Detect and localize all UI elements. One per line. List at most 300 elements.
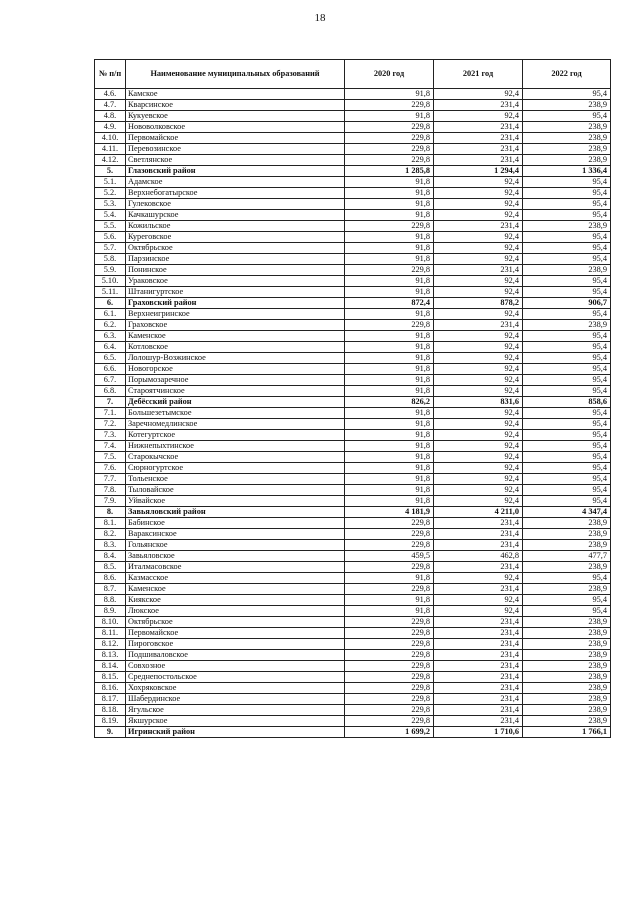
header-num: № п/п <box>95 60 126 89</box>
table-row <box>95 452 611 463</box>
row-number: 8.3. <box>95 540 126 551</box>
table-row <box>95 243 611 254</box>
row-name: Качкашурское <box>126 210 345 221</box>
value-2020: 91,8 <box>345 441 434 452</box>
row-number: 4.11. <box>95 144 126 155</box>
value-2021: 92,4 <box>434 232 523 243</box>
value-2022: 95,4 <box>523 276 611 287</box>
row-name: Глазовский район <box>126 166 345 177</box>
value-2022: 95,4 <box>523 375 611 386</box>
value-2021: 231,4 <box>434 518 523 529</box>
row-name: Новогорское <box>126 364 345 375</box>
row-number: 6.1. <box>95 309 126 320</box>
value-2021: 231,4 <box>434 694 523 705</box>
table-row <box>95 221 611 232</box>
table-row <box>95 133 611 144</box>
table-row <box>95 496 611 507</box>
value-2022: 238,9 <box>523 694 611 705</box>
value-2020: 91,8 <box>345 342 434 353</box>
row-name: Каменское <box>126 331 345 342</box>
value-2021: 92,4 <box>434 364 523 375</box>
value-2020: 91,8 <box>345 177 434 188</box>
value-2021: 92,4 <box>434 474 523 485</box>
table-row <box>95 199 611 210</box>
table-row <box>95 375 611 386</box>
value-2022: 95,4 <box>523 111 611 122</box>
value-2022: 95,4 <box>523 485 611 496</box>
value-2020: 229,8 <box>345 683 434 694</box>
row-number: 8.6. <box>95 573 126 584</box>
value-2020: 91,8 <box>345 408 434 419</box>
row-name: Заречномедлинское <box>126 419 345 430</box>
row-name: Кожильское <box>126 221 345 232</box>
row-number: 5.9. <box>95 265 126 276</box>
row-name: Котловское <box>126 342 345 353</box>
row-name: Завьяловское <box>126 551 345 562</box>
value-2020: 459,5 <box>345 551 434 562</box>
value-2022: 95,4 <box>523 342 611 353</box>
value-2020: 91,8 <box>345 463 434 474</box>
row-name: Лолошур-Возжинское <box>126 353 345 364</box>
value-2022: 95,4 <box>523 210 611 221</box>
row-number: 5.5. <box>95 221 126 232</box>
value-2020: 229,8 <box>345 705 434 716</box>
value-2020: 91,8 <box>345 243 434 254</box>
value-2020: 91,8 <box>345 276 434 287</box>
row-name: Вараксинское <box>126 529 345 540</box>
table-row <box>95 474 611 485</box>
value-2022: 95,4 <box>523 474 611 485</box>
table-body <box>95 89 611 738</box>
value-2021: 878,2 <box>434 298 523 309</box>
row-number: 8.9. <box>95 606 126 617</box>
row-name: Совхозное <box>126 661 345 672</box>
table-row <box>95 320 611 331</box>
table-row <box>95 584 611 595</box>
row-number: 6. <box>95 298 126 309</box>
row-number: 5.4. <box>95 210 126 221</box>
table-row <box>95 364 611 375</box>
row-number: 5.3. <box>95 199 126 210</box>
table-row <box>95 562 611 573</box>
row-number: 6.7. <box>95 375 126 386</box>
value-2020: 1 699,2 <box>345 727 434 738</box>
value-2021: 92,4 <box>434 441 523 452</box>
value-2020: 4 181,9 <box>345 507 434 518</box>
value-2020: 229,8 <box>345 122 434 133</box>
value-2021: 92,4 <box>434 496 523 507</box>
row-number: 4.8. <box>95 111 126 122</box>
value-2022: 95,4 <box>523 232 611 243</box>
row-name: Бабинское <box>126 518 345 529</box>
table-row <box>95 540 611 551</box>
value-2020: 229,8 <box>345 716 434 727</box>
row-number: 5.6. <box>95 232 126 243</box>
table-header-row <box>95 60 611 89</box>
value-2021: 92,4 <box>434 254 523 265</box>
value-2021: 231,4 <box>434 265 523 276</box>
value-2020: 91,8 <box>345 309 434 320</box>
row-name: Гольянское <box>126 540 345 551</box>
table-row <box>95 177 611 188</box>
value-2022: 95,4 <box>523 243 611 254</box>
value-2020: 91,8 <box>345 331 434 342</box>
row-name: Староятчинское <box>126 386 345 397</box>
value-2022: 238,9 <box>523 628 611 639</box>
row-name: Среднепостольское <box>126 672 345 683</box>
table-row <box>95 298 611 309</box>
value-2021: 92,4 <box>434 243 523 254</box>
row-name: Сюрногуртское <box>126 463 345 474</box>
row-name: Первомайское <box>126 628 345 639</box>
value-2021: 462,8 <box>434 551 523 562</box>
row-name: Нижнепыхтинское <box>126 441 345 452</box>
value-2022: 95,4 <box>523 309 611 320</box>
row-name: Парзинское <box>126 254 345 265</box>
value-2022: 238,9 <box>523 716 611 727</box>
row-name: Якшурское <box>126 716 345 727</box>
value-2022: 1 766,1 <box>523 727 611 738</box>
value-2020: 229,8 <box>345 155 434 166</box>
row-number: 8.10. <box>95 617 126 628</box>
value-2021: 4 211,0 <box>434 507 523 518</box>
value-2020: 229,8 <box>345 617 434 628</box>
row-number: 7.7. <box>95 474 126 485</box>
table-row <box>95 716 611 727</box>
row-number: 8. <box>95 507 126 518</box>
row-name: Куреговское <box>126 232 345 243</box>
value-2020: 229,8 <box>345 265 434 276</box>
row-number: 8.2. <box>95 529 126 540</box>
row-number: 8.8. <box>95 595 126 606</box>
row-name: Котегуртское <box>126 430 345 441</box>
row-number: 7. <box>95 397 126 408</box>
value-2022: 95,4 <box>523 254 611 265</box>
row-name: Завьяловский район <box>126 507 345 518</box>
table-row <box>95 595 611 606</box>
row-name: Старокычское <box>126 452 345 463</box>
value-2020: 229,8 <box>345 650 434 661</box>
value-2021: 231,4 <box>434 584 523 595</box>
row-name: Каменское <box>126 584 345 595</box>
row-name: Первомайское <box>126 133 345 144</box>
table-row <box>95 694 611 705</box>
value-2020: 229,8 <box>345 672 434 683</box>
value-2022: 238,9 <box>523 320 611 331</box>
value-2021: 231,4 <box>434 639 523 650</box>
table-row <box>95 529 611 540</box>
value-2022: 238,9 <box>523 133 611 144</box>
value-2020: 91,8 <box>345 474 434 485</box>
value-2021: 231,4 <box>434 661 523 672</box>
row-name: Адамское <box>126 177 345 188</box>
table-row <box>95 309 611 320</box>
value-2021: 231,4 <box>434 133 523 144</box>
value-2022: 238,9 <box>523 265 611 276</box>
row-number: 4.10. <box>95 133 126 144</box>
table-row <box>95 155 611 166</box>
value-2021: 231,4 <box>434 716 523 727</box>
table-row <box>95 122 611 133</box>
row-name: Тольенское <box>126 474 345 485</box>
row-number: 5. <box>95 166 126 177</box>
value-2022: 95,4 <box>523 463 611 474</box>
value-2020: 229,8 <box>345 144 434 155</box>
value-2020: 229,8 <box>345 628 434 639</box>
value-2022: 95,4 <box>523 408 611 419</box>
value-2020: 91,8 <box>345 595 434 606</box>
value-2021: 92,4 <box>434 408 523 419</box>
row-name: Перевозинское <box>126 144 345 155</box>
row-number: 8.1. <box>95 518 126 529</box>
value-2020: 229,8 <box>345 562 434 573</box>
row-number: 4.7. <box>95 100 126 111</box>
value-2021: 231,4 <box>434 221 523 232</box>
row-number: 7.9. <box>95 496 126 507</box>
value-2021: 231,4 <box>434 320 523 331</box>
table-row <box>95 353 611 364</box>
value-2022: 238,9 <box>523 529 611 540</box>
table-row <box>95 397 611 408</box>
row-number: 8.15. <box>95 672 126 683</box>
value-2020: 229,8 <box>345 584 434 595</box>
row-name: Киякское <box>126 595 345 606</box>
row-number: 4.12. <box>95 155 126 166</box>
row-name: Верхнебогатырское <box>126 188 345 199</box>
table-row <box>95 331 611 342</box>
table-row <box>95 111 611 122</box>
row-number: 8.5. <box>95 562 126 573</box>
value-2021: 231,4 <box>434 650 523 661</box>
value-2020: 229,8 <box>345 694 434 705</box>
value-2021: 92,4 <box>434 331 523 342</box>
value-2021: 92,4 <box>434 287 523 298</box>
row-name: Верхнеигринское <box>126 309 345 320</box>
value-2022: 238,9 <box>523 155 611 166</box>
row-name: Светлянское <box>126 155 345 166</box>
value-2020: 91,8 <box>345 210 434 221</box>
value-2020: 229,8 <box>345 529 434 540</box>
value-2021: 92,4 <box>434 89 523 100</box>
table-row <box>95 276 611 287</box>
value-2021: 231,4 <box>434 144 523 155</box>
allocation-table <box>94 59 611 738</box>
value-2021: 231,4 <box>434 155 523 166</box>
table-row <box>95 705 611 716</box>
row-number: 8.13. <box>95 650 126 661</box>
table-row <box>95 573 611 584</box>
row-name: Камское <box>126 89 345 100</box>
value-2022: 238,9 <box>523 100 611 111</box>
value-2020: 91,8 <box>345 573 434 584</box>
row-number: 7.4. <box>95 441 126 452</box>
row-number: 8.11. <box>95 628 126 639</box>
row-name: Ураковское <box>126 276 345 287</box>
value-2020: 229,8 <box>345 518 434 529</box>
value-2021: 92,4 <box>434 276 523 287</box>
value-2022: 95,4 <box>523 386 611 397</box>
value-2022: 238,9 <box>523 617 611 628</box>
value-2020: 229,8 <box>345 639 434 650</box>
row-number: 7.2. <box>95 419 126 430</box>
value-2021: 92,4 <box>434 353 523 364</box>
table-row <box>95 386 611 397</box>
row-number: 7.6. <box>95 463 126 474</box>
value-2020: 91,8 <box>345 254 434 265</box>
value-2020: 229,8 <box>345 133 434 144</box>
row-number: 7.3. <box>95 430 126 441</box>
row-number: 8.16. <box>95 683 126 694</box>
value-2021: 231,4 <box>434 672 523 683</box>
row-number: 6.5. <box>95 353 126 364</box>
row-name: Кукуевское <box>126 111 345 122</box>
value-2022: 95,4 <box>523 441 611 452</box>
value-2020: 91,8 <box>345 419 434 430</box>
value-2022: 906,7 <box>523 298 611 309</box>
value-2020: 91,8 <box>345 188 434 199</box>
row-number: 8.14. <box>95 661 126 672</box>
row-number: 4.6. <box>95 89 126 100</box>
value-2022: 95,4 <box>523 430 611 441</box>
row-name: Октябрьское <box>126 617 345 628</box>
value-2021: 92,4 <box>434 452 523 463</box>
row-number: 8.19. <box>95 716 126 727</box>
value-2021: 92,4 <box>434 430 523 441</box>
value-2021: 231,4 <box>434 617 523 628</box>
row-name: Италмасовское <box>126 562 345 573</box>
value-2020: 91,8 <box>345 485 434 496</box>
row-name: Понинское <box>126 265 345 276</box>
value-2022: 238,9 <box>523 562 611 573</box>
value-2021: 92,4 <box>434 485 523 496</box>
value-2020: 229,8 <box>345 661 434 672</box>
row-number: 9. <box>95 727 126 738</box>
value-2021: 92,4 <box>434 199 523 210</box>
value-2020: 91,8 <box>345 353 434 364</box>
value-2020: 91,8 <box>345 199 434 210</box>
value-2022: 95,4 <box>523 89 611 100</box>
table-row <box>95 188 611 199</box>
value-2020: 826,2 <box>345 397 434 408</box>
row-name: Ягульское <box>126 705 345 716</box>
table-row <box>95 408 611 419</box>
value-2020: 91,8 <box>345 386 434 397</box>
row-number: 5.8. <box>95 254 126 265</box>
value-2022: 95,4 <box>523 188 611 199</box>
value-2020: 229,8 <box>345 320 434 331</box>
value-2021: 92,4 <box>434 188 523 199</box>
value-2021: 231,4 <box>434 529 523 540</box>
row-number: 5.10. <box>95 276 126 287</box>
value-2022: 238,9 <box>523 122 611 133</box>
table-row <box>95 639 611 650</box>
value-2020: 872,4 <box>345 298 434 309</box>
value-2022: 477,7 <box>523 551 611 562</box>
value-2020: 91,8 <box>345 287 434 298</box>
value-2022: 95,4 <box>523 364 611 375</box>
value-2021: 92,4 <box>434 573 523 584</box>
table-row <box>95 210 611 221</box>
header-2020: 2020 год <box>345 60 434 89</box>
row-name: Порымозаречное <box>126 375 345 386</box>
row-name: Хохряковское <box>126 683 345 694</box>
table-row <box>95 419 611 430</box>
value-2021: 231,4 <box>434 683 523 694</box>
row-name: Игринский район <box>126 727 345 738</box>
row-number: 6.3. <box>95 331 126 342</box>
table-row <box>95 551 611 562</box>
table-row <box>95 507 611 518</box>
row-name: Шабердинское <box>126 694 345 705</box>
table-row <box>95 672 611 683</box>
table-row <box>95 463 611 474</box>
row-number: 6.2. <box>95 320 126 331</box>
value-2021: 92,4 <box>434 177 523 188</box>
table-row <box>95 265 611 276</box>
table-row <box>95 441 611 452</box>
value-2022: 1 336,4 <box>523 166 611 177</box>
value-2021: 231,4 <box>434 540 523 551</box>
row-name: Нововолковское <box>126 122 345 133</box>
row-name: Гулековское <box>126 199 345 210</box>
table-row <box>95 606 611 617</box>
value-2021: 231,4 <box>434 628 523 639</box>
table-row <box>95 485 611 496</box>
row-number: 5.11. <box>95 287 126 298</box>
table-row <box>95 727 611 738</box>
value-2022: 238,9 <box>523 705 611 716</box>
row-number: 7.1. <box>95 408 126 419</box>
value-2021: 92,4 <box>434 595 523 606</box>
value-2020: 229,8 <box>345 221 434 232</box>
value-2021: 92,4 <box>434 419 523 430</box>
row-name: Тыловайское <box>126 485 345 496</box>
value-2020: 91,8 <box>345 111 434 122</box>
header-2022: 2022 год <box>523 60 611 89</box>
value-2021: 92,4 <box>434 309 523 320</box>
value-2020: 229,8 <box>345 540 434 551</box>
table-row <box>95 254 611 265</box>
value-2021: 92,4 <box>434 463 523 474</box>
row-name: Штанигуртское <box>126 287 345 298</box>
row-number: 5.1. <box>95 177 126 188</box>
value-2022: 238,9 <box>523 518 611 529</box>
value-2021: 1 710,6 <box>434 727 523 738</box>
value-2022: 238,9 <box>523 584 611 595</box>
value-2022: 238,9 <box>523 144 611 155</box>
row-number: 8.12. <box>95 639 126 650</box>
table-row <box>95 232 611 243</box>
value-2022: 238,9 <box>523 540 611 551</box>
row-number: 8.18. <box>95 705 126 716</box>
row-number: 8.17. <box>95 694 126 705</box>
value-2022: 95,4 <box>523 573 611 584</box>
table-row <box>95 617 611 628</box>
value-2021: 92,4 <box>434 111 523 122</box>
row-name: Казмасское <box>126 573 345 584</box>
value-2022: 4 347,4 <box>523 507 611 518</box>
row-number: 8.4. <box>95 551 126 562</box>
value-2021: 231,4 <box>434 100 523 111</box>
row-number: 4.9. <box>95 122 126 133</box>
value-2022: 238,9 <box>523 661 611 672</box>
value-2021: 231,4 <box>434 705 523 716</box>
value-2020: 91,8 <box>345 430 434 441</box>
value-2021: 231,4 <box>434 562 523 573</box>
value-2022: 95,4 <box>523 419 611 430</box>
row-number: 5.7. <box>95 243 126 254</box>
value-2020: 91,8 <box>345 364 434 375</box>
